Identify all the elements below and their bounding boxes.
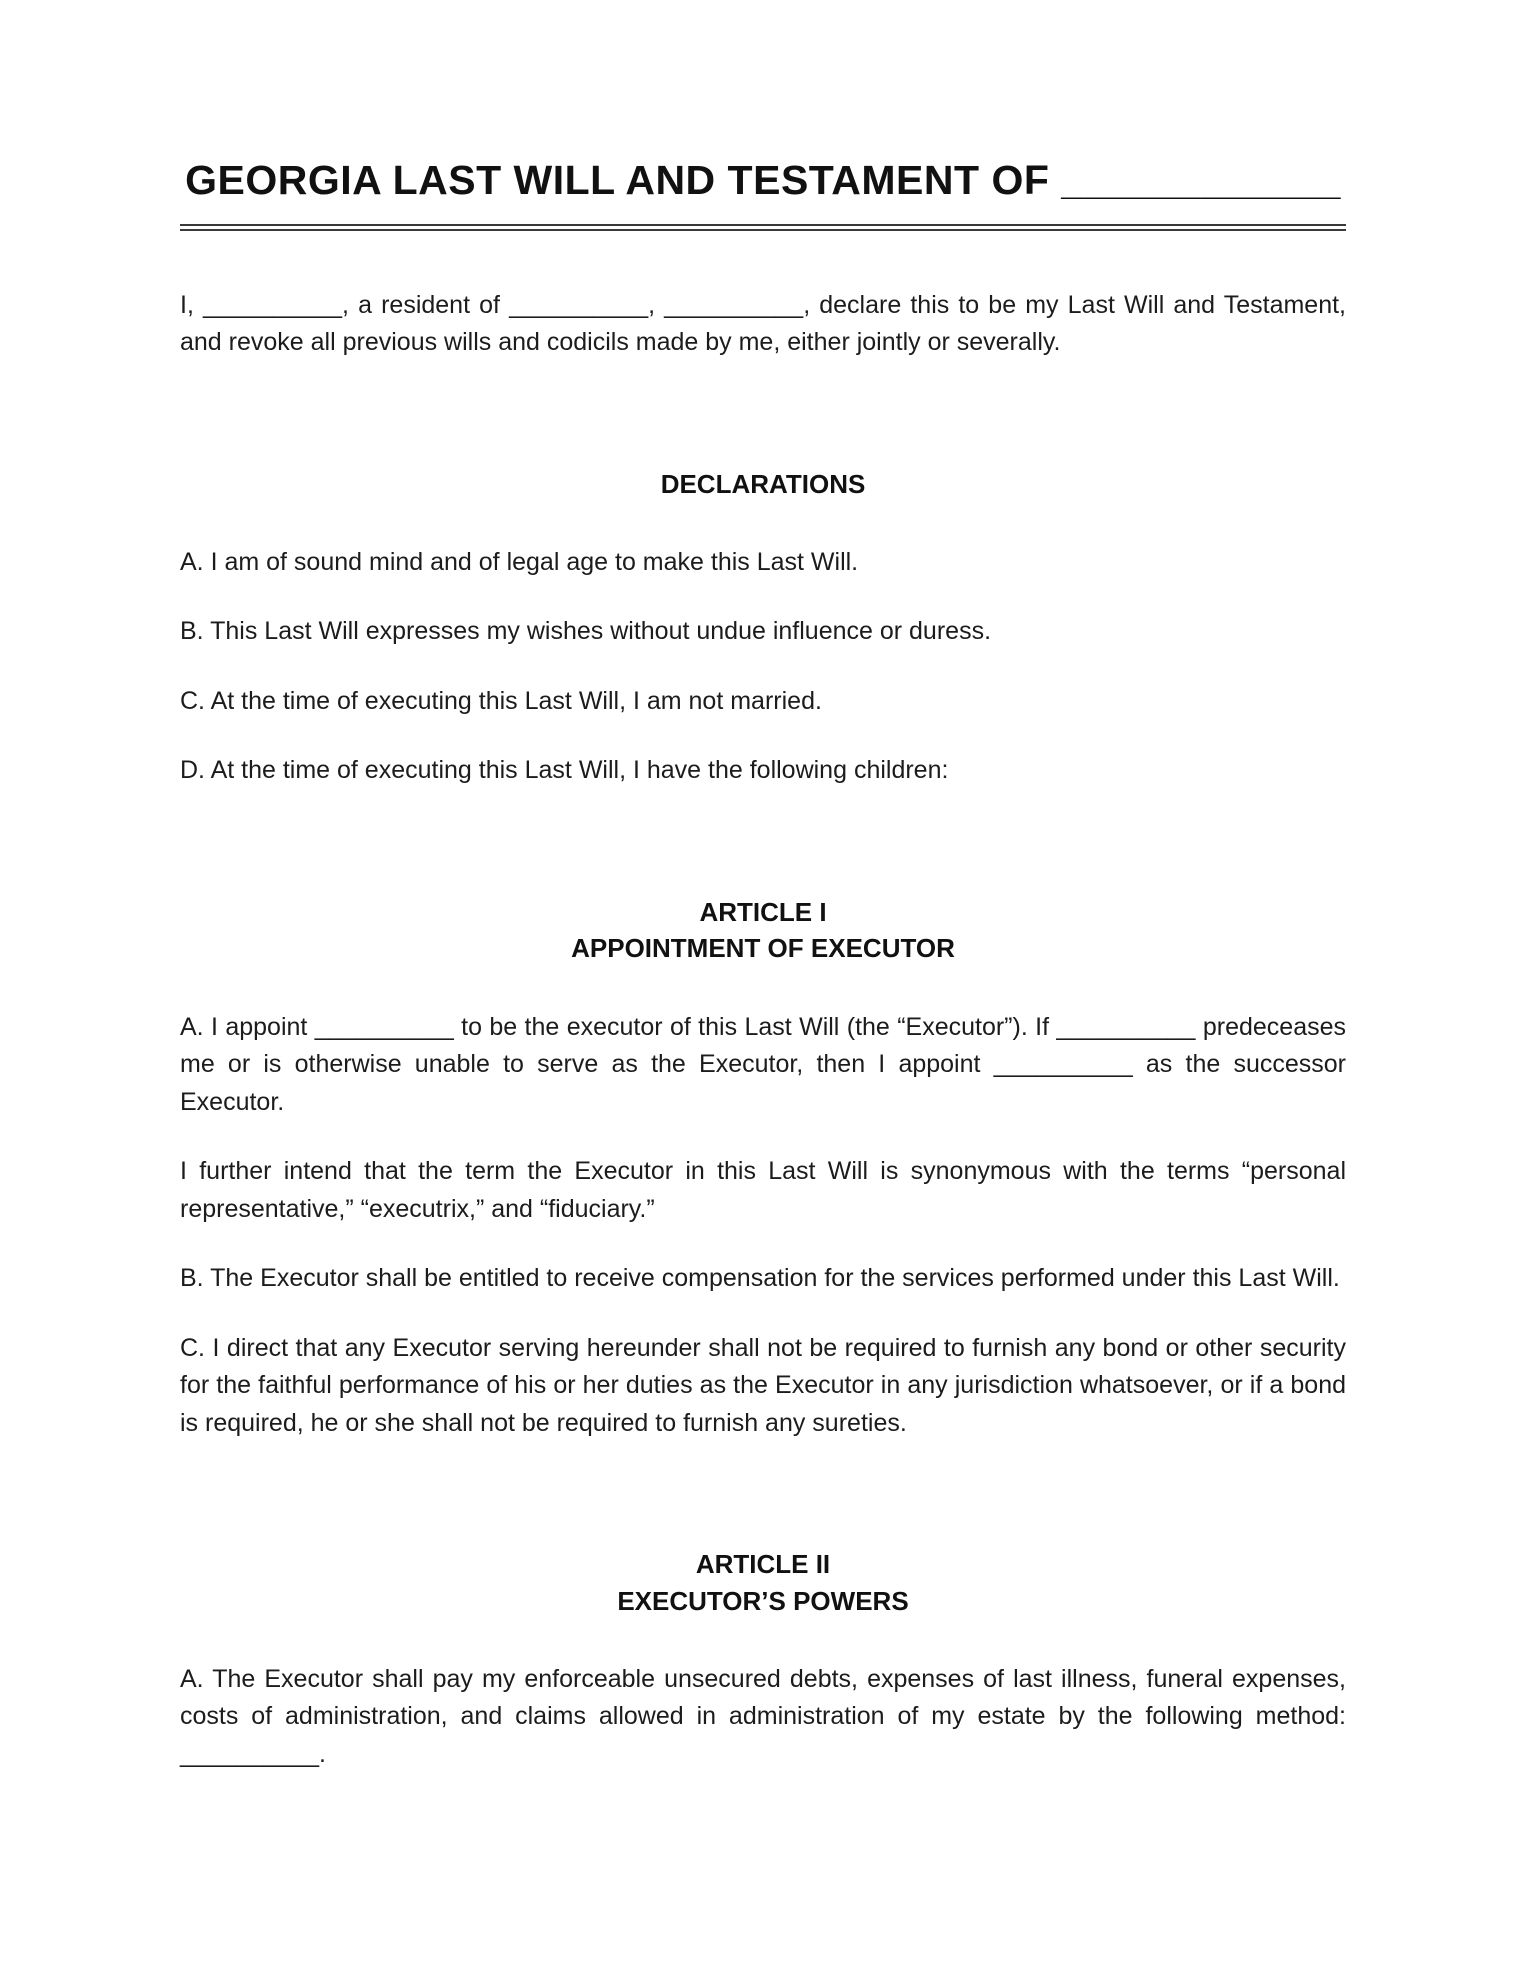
article-1-paragraph-a: A. I appoint __________ to be the executor of this Last Will (the “Executor”). If __________ predeceases me or is otherwise unable to serve as the Executor, then I appoint __________ as the successor Executor. — [180, 1012, 1346, 1116]
declaration-item-c: C. At the time of executing this Last Will, I am not married. — [180, 686, 822, 715]
declaration-item-a: A. I am of sound mind and of legal age to make this Last Will. — [180, 547, 859, 576]
article-2-paragraph-a: A. The Executor shall pay my enforceable unsecured debts, expenses of last illness, funeral expenses, costs of administration, and claims allowed in administration of my estate by the following method: __________. — [180, 1664, 1346, 1768]
article-1-paragraph-b: B. The Executor shall be entitled to receive compensation for the services performed under this Last Will. — [180, 1264, 1340, 1293]
section-article-2 — [180, 1546, 1346, 1773]
document-title: GEORGIA LAST WILL AND TESTAMENT OF ____________ — [180, 150, 1346, 231]
article-2-heading — [180, 1546, 1346, 1619]
article-1-paragraph-intent: I further intend that the term the Executor in this Last Will is synonymous with the terms “personal representative,” “executrix,” and “fiduciary.” — [180, 1157, 1346, 1223]
declaration-item-d: D. At the time of executing this Last Will, I have the following children: — [180, 756, 949, 785]
section-article-1 — [180, 894, 1346, 1442]
declaration-item-b: B. This Last Will expresses my wishes without undue influence or duress. — [180, 617, 992, 646]
section-declarations — [180, 466, 1346, 790]
declarations-heading-line: DECLARATIONS — [660, 468, 866, 499]
declarations-heading — [180, 466, 1346, 502]
article-1-heading-subtitle: APPOINTMENT OF EXECUTOR — [571, 933, 955, 964]
intro-paragraph: I, __________, a resident of __________, __________, declare this to be my Last Will and Testament, and revoke all previous wills and codicils made by me, either jointly or severally. — [180, 290, 1346, 356]
article-1-heading-number: ARTICLE I — [699, 896, 827, 927]
article-2-heading-number: ARTICLE II — [695, 1549, 831, 1580]
article-1-heading — [180, 894, 1346, 967]
article-1-paragraph-c: C. I direct that any Executor serving hereunder shall not be required to furnish any bond or other security for the faithful performance of his or her duties as the Executor in any jurisdiction whatsoever, or if a bond is required, he or she shall not be required to furnish any sureties. — [180, 1333, 1346, 1437]
article-2-heading-subtitle: EXECUTOR’S POWERS — [617, 1585, 909, 1616]
